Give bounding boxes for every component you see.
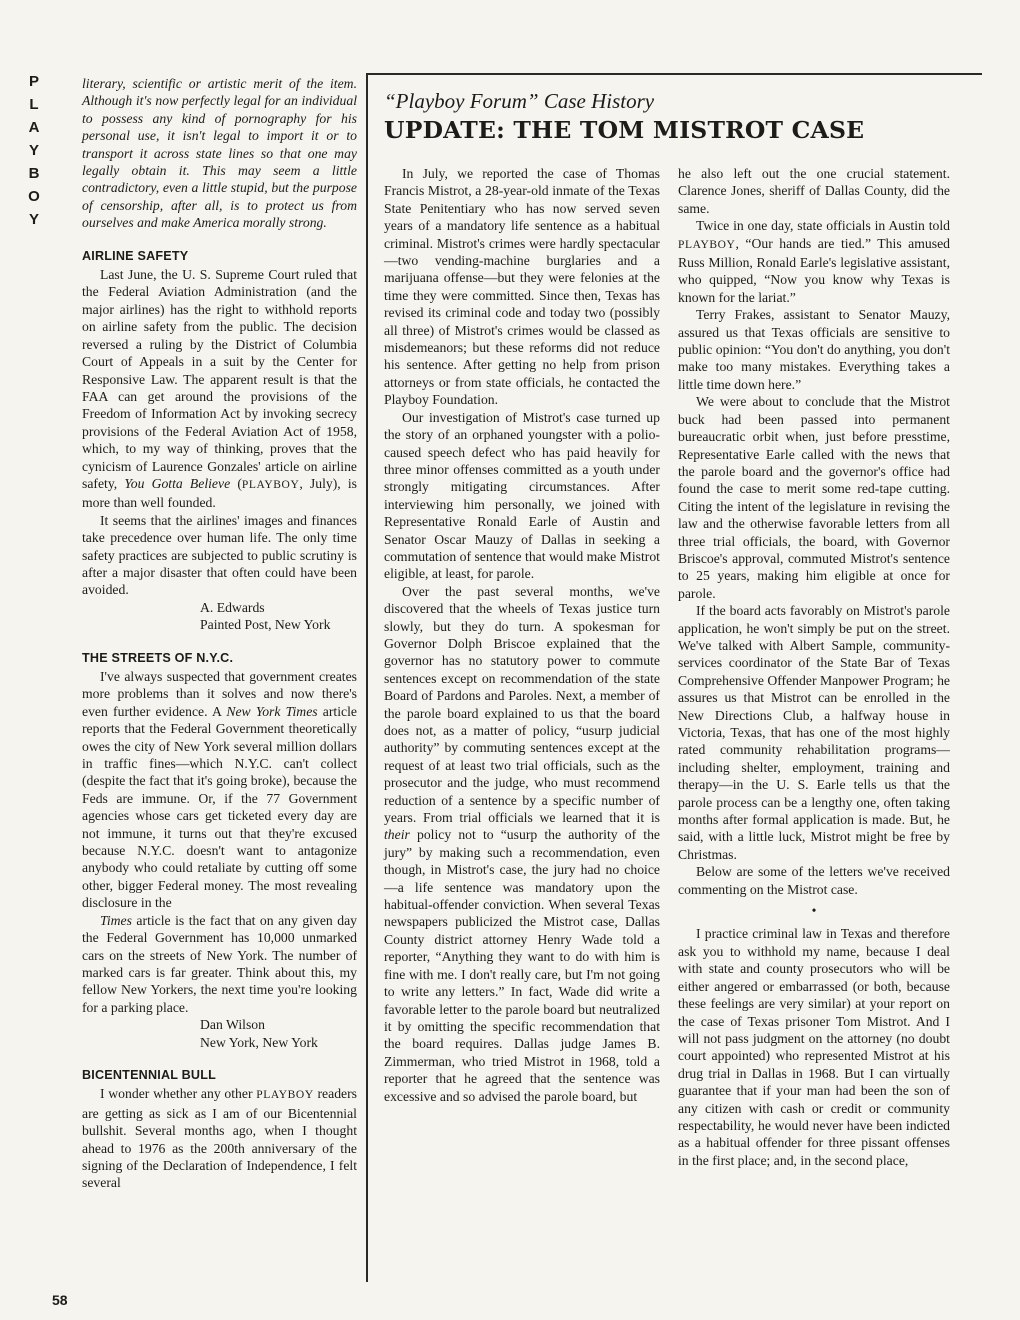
paragraph-text: I wonder whether any other bbox=[100, 1086, 257, 1102]
paragraph-text: I've always suspected that government creates more problems than it solves and now there's even further evidence. A bbox=[82, 669, 357, 719]
paragraph-text: Our investigation of Mistrot's case turned up the story of an orphaned youngster with a polio-caused speech defect who has paid heavily for three minor offenses committed as a youth under strongly mitigating circumstances. After interviewing him personally, we joined with Representative Ronald Earle of Austin and Senator Oscar Mauzy of Dallas in seeking a commutation of sentence that would make Mistrot eligible, at least, for parole. bbox=[384, 409, 660, 582]
letter-signature-place: New York, New York bbox=[200, 1034, 318, 1050]
feature-paragraph bbox=[678, 165, 950, 217]
paragraph-text: policy not to “usurp the authority of the jury” by making such a recommendation, even though, in Mistrot's case, the jury had no choice—a life sentence was mandatory upon the habitual-offender conviction. When several Texas newspapers publicized the Mistrot case, Dallas County district attorney Henry Wade told a reporter, “Anything they want to do with him is fine with me. I don't really care, but I'm not going to write any letters.” In fact, Wade did write a favorable letter to the parole board but neutralized it by omitting the specific recommendation that the board requires. Dallas judge James B. Zimmerman, who tried Mistrot in 1968, told a reporter that he agreed that the sentence was excessive and so advised the parole board, but bbox=[384, 827, 660, 1104]
running-head-letter: O bbox=[28, 188, 40, 205]
feature-paragraph bbox=[384, 583, 660, 1105]
paragraph-text: Below are some of the letters we've received commenting on the Mistrot case. bbox=[678, 864, 950, 897]
lead-paragraph: literary, scientific or artistic merit of the item. Although it's now perfectly legal for an individual to possess any kind of pornography for his personal use, it isn't legal to import it or to transport it across state lines so that one may legally obtain it. This may seem a little contradictory, even a little stupid, but the purpose of censorship, after all, is to protect us from ourselves and make America morally strong. bbox=[82, 76, 357, 231]
page-number: 58 bbox=[52, 1292, 68, 1308]
magazine-name: PLAYBOY bbox=[241, 478, 300, 491]
paragraph-text: article reports that the Federal Government theoretically owes the city of New York several million dollars in traffic fines—which N.Y.C. can't collect (despite the fact that it's going broke), because the Feds are immune. Or, if the 77 Government agencies whose cars get ticketed every day are not immune, it turns out that they're excused because N.Y.C. doesn't want to antagonize anybody who could retaliate by cutting off some other, bigger Federal money. The most revealing disclosure in the bbox=[82, 703, 357, 911]
letter-paragraph bbox=[82, 266, 357, 512]
paragraph-text: It seems that the airlines' images and finances take precedence over human life. The only time safety practices are subjected to public scrutiny is after a major disaster that often could have been avoided. bbox=[82, 512, 357, 598]
feature-paragraph bbox=[678, 925, 950, 1169]
paragraph-text: • bbox=[811, 903, 817, 919]
running-head-letter: L bbox=[29, 96, 39, 113]
feature-kicker: “Playboy Forum” Case History bbox=[384, 89, 655, 113]
italic-title: their bbox=[384, 827, 410, 843]
paragraph-text: Twice in one day, state officials in Austin told bbox=[696, 218, 950, 234]
feature-title: UPDATE: THE TOM MISTROT CASE bbox=[384, 116, 865, 144]
running-head-letter: P bbox=[28, 73, 39, 90]
paragraph-text: ( bbox=[230, 475, 242, 491]
feature-paragraph bbox=[678, 902, 950, 919]
italic-title: Times bbox=[100, 912, 132, 928]
paragraph-text: In July, we reported the case of Thomas Francis Mistrot, a 28-year-old inmate of the Texas State Penitentiary who has now served seven years of a mandatory life sentence as a habitual criminal. Mistrot's crimes were hardly spectacular—two vending-machine burglaries and a marijuana offense—but they were felonies at the time they were committed. Since then, Texas has revised its criminal code and today two (possibly all three) of Mistrot's crimes would be classed as misdemeanors; but these reforms did not reduce his sentence. After getting no help from prison attorneys or from state officials, he contacted the Playboy Foundation. bbox=[384, 166, 660, 408]
letter-signature-place: Painted Post, New York bbox=[200, 617, 331, 633]
paragraph-text: article is the fact that on any given day the Federal Government has 10,000 unmarked cars on the streets of New York. The number of marked cars is far greater. Think about this, my fellow New Yorkers, the next time you're looking for a parking place. bbox=[82, 912, 357, 1015]
letter-paragraph bbox=[82, 1085, 357, 1191]
letter-signature-name: Dan Wilson bbox=[200, 1017, 265, 1033]
feature-paragraph bbox=[384, 165, 660, 409]
paragraph-text: Over the past several months, we've discovered that the wheels of Texas justice turn slowly, but they do turn. A spokesman for Governor Dolph Briscoe explained that the governor has no statutory power to commute sentences except on recommendation of the state Board of Pardons and Paroles. Next, a member of the parole board explained to us that the board does not, as a matter of policy, “usurp judicial authority” by commuting sentences except at the request of at least two trial officials, such as the prosecutor and the judge, who must recommend reduction of a sentence by a specific number of years. From trial officials we learned that it is bbox=[384, 583, 660, 826]
magazine-name: PLAYBOY bbox=[256, 1089, 314, 1102]
paragraph-text: I practice criminal law in Texas and therefore ask you to withhold my name, because I deal with state and county prosecutors who will be either angered or embarrassed (or both, because these feelings are very similar) at your report on the case of Texas prisoner Tom Mistrot. And I will not pass judgment on the attorney (no doubt court appointed) who represented Mistrot at his drug trial in Dallas in 1968. But I can virtually guarantee that if your man had been the son of any citizen with cash or credit or community respectability, he would never have been indicted as a habitual offender for three pissant offenses in the first place; and, in the second place, bbox=[678, 926, 950, 1168]
italic-title: You Gotta Believe bbox=[124, 475, 231, 491]
paragraph-text: Terry Frakes, assistant to Senator Mauzy, assured us that Texas officials are sensitive to public opinion: “You don't do anything, you don't make too many mistakes. Everything takes a little time down here.” bbox=[678, 307, 950, 392]
running-head-letter: B bbox=[28, 165, 40, 182]
letter-paragraph bbox=[82, 512, 357, 599]
running-head-magazine bbox=[22, 70, 46, 231]
feature-paragraph bbox=[678, 393, 950, 602]
letters-list bbox=[82, 248, 357, 1192]
letter-heading: AIRLINE SAFETY bbox=[82, 248, 189, 263]
italic-title: New York Times bbox=[226, 703, 318, 719]
feature-paragraph bbox=[678, 602, 950, 863]
paragraph-text: he also left out the one crucial statement. Clarence Jones, sheriff of Dallas County, did the same. bbox=[678, 166, 950, 216]
paragraph-text: We were about to conclude that the Mistrot buck had been passed into permanent bureaucratic orbit when, just before presstime, Representative Earle called with the news that the parole board and the governor's office had found the case to merit some red-tape cutting. Citing the intent of the legislature in revising the law and the otherwise favorable letters from all three trial officials, the board, with Governor Briscoe's approval, commuted Mistrot's sentence to 25 years, making him eligible at once for parole. bbox=[678, 394, 950, 601]
letter-paragraph bbox=[82, 668, 357, 912]
letter-heading: BICENTENNIAL BULL bbox=[82, 1067, 216, 1082]
running-head-letter: A bbox=[28, 119, 40, 136]
paragraph-text: , July), is more than well founded. bbox=[82, 475, 358, 511]
magazine-name: PLAYBOY bbox=[678, 238, 736, 251]
letter-paragraph bbox=[82, 912, 357, 1016]
feature-column-left bbox=[384, 165, 660, 1105]
paragraph-text: If the board acts favorably on Mistrot's parole application, he won't simply be put on the street. We've talked with Albert Sample, community-services coordinator of the State Bar of Texas Comprehensive Offender Manpower Program; he assures us that Mistrot can be enrolled in the New Directions Club, a halfway house in Victoria, Texas, that has one of the most highly rated community rehabilitation programs—including shelter, employment, training and therapy—in the U. S. Earle tells us that the parole process can be a lengthy one, often taking months after formal application is made. But, he said, with a little luck, Mistrot might be free by Christmas. bbox=[678, 603, 950, 862]
feature-paragraph bbox=[678, 217, 950, 306]
running-head-letter: Y bbox=[28, 142, 39, 159]
paragraph-text: Last June, the U. S. Supreme Court ruled that the Federal Aviation Administration (and the major airlines) has the right to withhold reports on airline safety from the public. The decision reversed a ruling by the District of Columbia Court of Appeals in a suit by the Center for Responsive Law. The apparent result is that the FAA can get around the provisions of the Freedom of Information Act by invoking secrecy provisions of the Federal Aviation Act of 1958, which, to my way of thinking, proves that the cynicism of Laurence Gonzales' article on airline safety, bbox=[82, 267, 357, 491]
feature-paragraph bbox=[678, 306, 950, 393]
letters-column bbox=[82, 75, 357, 1192]
feature-paragraph bbox=[678, 863, 950, 898]
paragraph-text: readers are getting as sick as I am of our Bicentennial bullshit. Several months ago, when I thought ahead to 1976 as the 200th anniversary of the signing of the Declaration of Independence, I felt several bbox=[82, 1086, 358, 1191]
feature-column-right bbox=[678, 165, 950, 1169]
running-head-letter: Y bbox=[28, 211, 39, 228]
feature-paragraph bbox=[384, 409, 660, 583]
letter-signature-name: A. Edwards bbox=[200, 599, 265, 615]
paragraph-text: , “Our hands are tied.” This amused Russ Million, Ronald Earle's legislative assistant, who quipped, “Now you know why Texas is known for the lariat.” bbox=[678, 235, 950, 305]
letter-heading: THE STREETS OF N.Y.C. bbox=[82, 650, 234, 665]
